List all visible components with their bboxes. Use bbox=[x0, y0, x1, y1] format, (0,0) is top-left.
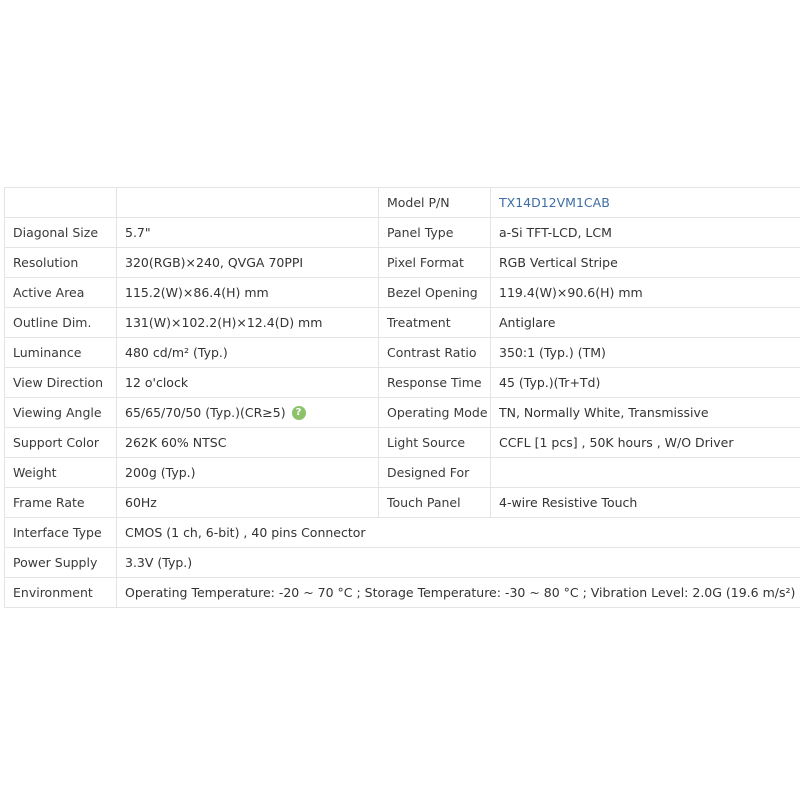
table-row bbox=[5, 518, 800, 548]
spec-label: Outline Dim. bbox=[5, 308, 117, 338]
spec-value: 5.7" bbox=[117, 218, 379, 248]
spec-label: Designed For bbox=[379, 458, 491, 488]
spec-value: Antiglare bbox=[491, 308, 800, 338]
spec-label: Treatment bbox=[379, 308, 491, 338]
spec-value: 350:1 (Typ.) (TM) bbox=[491, 338, 800, 368]
table-row bbox=[5, 398, 800, 428]
spec-value: 119.4(W)×90.6(H) mm bbox=[491, 278, 800, 308]
spec-label: Resolution bbox=[5, 248, 117, 278]
spec-value: 115.2(W)×86.4(H) mm bbox=[117, 278, 379, 308]
spec-value: 131(W)×102.2(H)×12.4(D) mm bbox=[117, 308, 379, 338]
spec-value: 4-wire Resistive Touch bbox=[491, 488, 800, 518]
empty-cell bbox=[117, 188, 379, 218]
spec-label: Interface Type bbox=[5, 518, 117, 548]
spec-label: Power Supply bbox=[5, 548, 117, 578]
spec-label: Touch Panel bbox=[379, 488, 491, 518]
spec-label: Active Area bbox=[5, 278, 117, 308]
spec-label: Contrast Ratio bbox=[379, 338, 491, 368]
spec-value: CMOS (1 ch, 6-bit) , 40 pins Connector bbox=[117, 518, 800, 548]
help-icon[interactable]: ? bbox=[292, 406, 306, 420]
spec-value: TN, Normally White, Transmissive bbox=[491, 398, 800, 428]
spec-label: Viewing Angle bbox=[5, 398, 117, 428]
viewing-angle-text: 65/65/70/50 (Typ.)(CR≥5) bbox=[125, 404, 286, 420]
spec-label: Weight bbox=[5, 458, 117, 488]
spec-label: Support Color bbox=[5, 428, 117, 458]
spec-label: Light Source bbox=[379, 428, 491, 458]
spec-value: 60Hz bbox=[117, 488, 379, 518]
spec-label: Bezel Opening bbox=[379, 278, 491, 308]
table-row bbox=[5, 458, 800, 488]
spec-label: Model P/N bbox=[379, 188, 491, 218]
spec-value: 3.3V (Typ.) bbox=[117, 548, 800, 578]
environment-value: Operating Temperature: -20 ~ 70 °C ; Storage Temperature: -30 ~ 80 °C ; Vibration Level: 2.0G (19.6 m/s²) bbox=[117, 578, 800, 608]
spec-value: 200g (Typ.) bbox=[117, 458, 379, 488]
spec-value: 45 (Typ.)(Tr+Td) bbox=[491, 368, 800, 398]
table-row bbox=[5, 488, 800, 518]
table-row bbox=[5, 578, 800, 608]
spec-label: Operating Mode bbox=[379, 398, 491, 428]
table-row bbox=[5, 308, 800, 338]
spec-value: 320(RGB)×240, QVGA 70PPI bbox=[117, 248, 379, 278]
spec-label: Diagonal Size bbox=[5, 218, 117, 248]
spec-label: Environment bbox=[5, 578, 117, 608]
spec-value bbox=[491, 458, 800, 488]
spec-label: Luminance bbox=[5, 338, 117, 368]
model-number-value: TX14D12VM1CAB bbox=[491, 188, 800, 218]
empty-cell bbox=[5, 188, 117, 218]
table-row bbox=[5, 278, 800, 308]
table-row bbox=[5, 188, 800, 218]
spec-value: 12 o'clock bbox=[117, 368, 379, 398]
spec-value: a-Si TFT-LCD, LCM bbox=[491, 218, 800, 248]
spec-table bbox=[4, 187, 800, 608]
spec-label: Panel Type bbox=[379, 218, 491, 248]
spec-value: 262K 60% NTSC bbox=[117, 428, 379, 458]
table-row bbox=[5, 368, 800, 398]
spec-label: View Direction bbox=[5, 368, 117, 398]
spec-value: 480 cd/m² (Typ.) bbox=[117, 338, 379, 368]
table-row bbox=[5, 218, 800, 248]
table-row bbox=[5, 248, 800, 278]
spec-label: Pixel Format bbox=[379, 248, 491, 278]
spec-label: Response Time bbox=[379, 368, 491, 398]
spec-value bbox=[117, 398, 379, 428]
table-row bbox=[5, 548, 800, 578]
spec-label: Frame Rate bbox=[5, 488, 117, 518]
spec-value: CCFL [1 pcs] , 50K hours , W/O Driver bbox=[491, 428, 800, 458]
table-row bbox=[5, 338, 800, 368]
table-row bbox=[5, 428, 800, 458]
spec-value: RGB Vertical Stripe bbox=[491, 248, 800, 278]
